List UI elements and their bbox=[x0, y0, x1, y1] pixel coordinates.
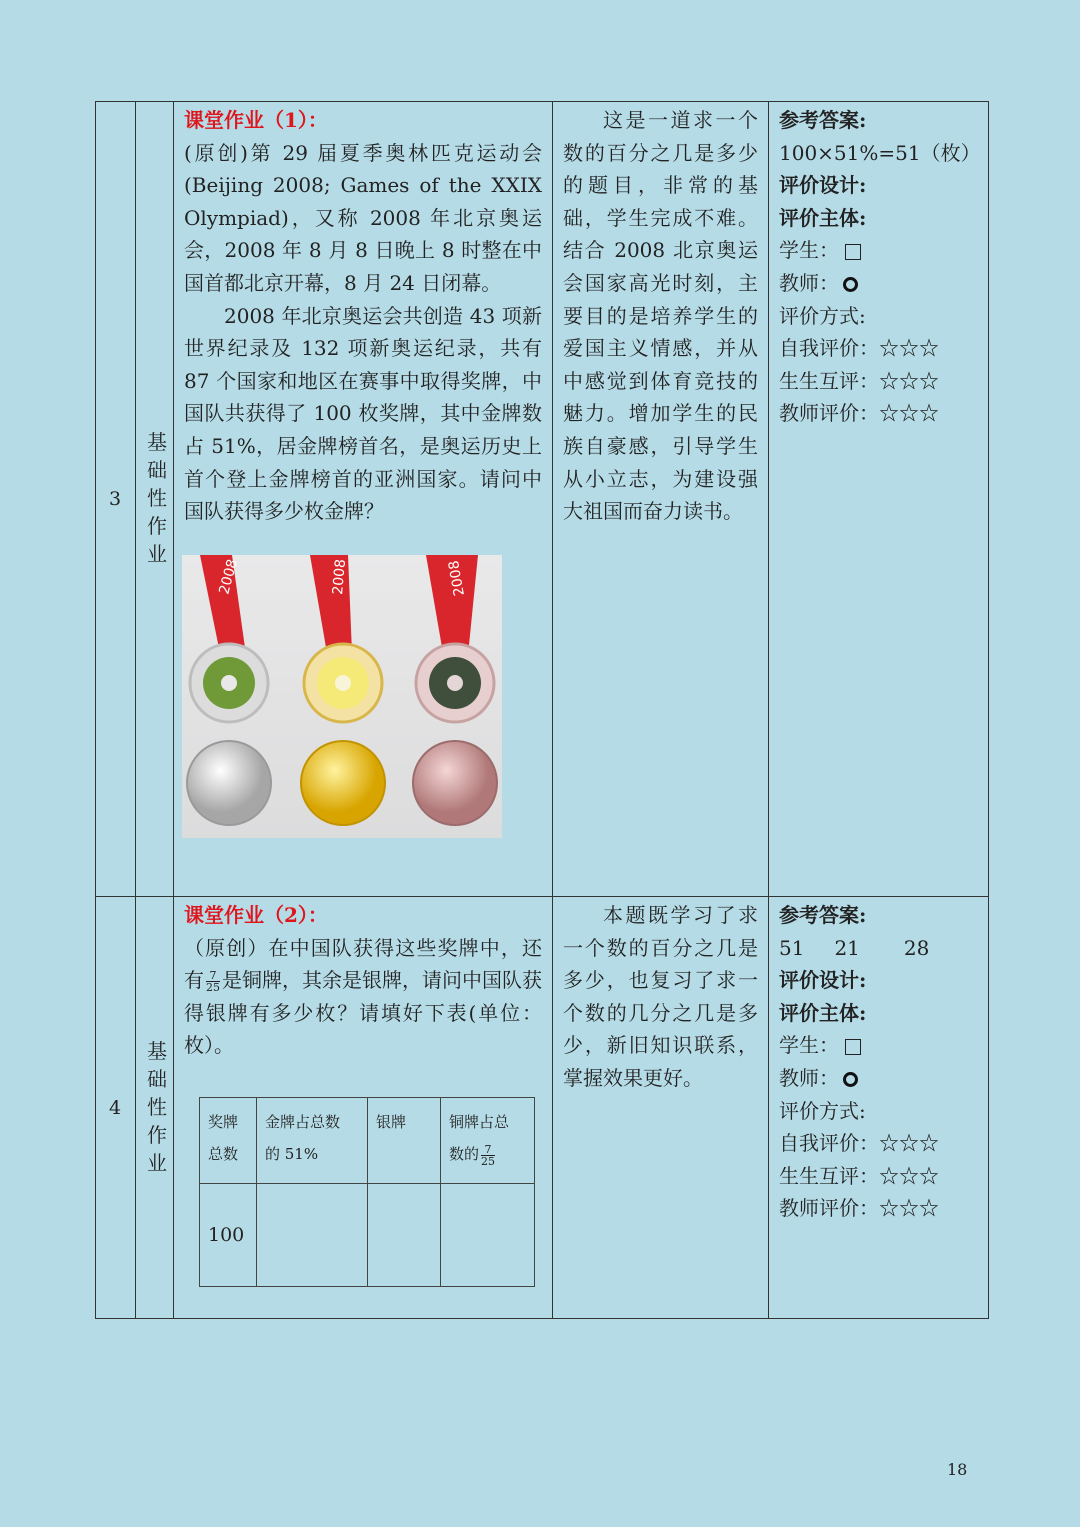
eval-design: 评价设计: bbox=[779, 173, 867, 198]
olympic-medals-image bbox=[182, 555, 502, 838]
problem-paragraph: 2008 年北京奥运会共创造 43 项新世界纪录及 132 项新奥运纪录，共有 87 个国家和地区在赛事中取得奖牌，中国队共获得了 100 枚奖牌，其中金牌数占 51%，居金牌榜首名，是奥运历史上首个登上金牌榜首的亚洲国家。请问中国队获得多少枚金牌？ bbox=[184, 303, 542, 524]
eval-student: 学生： bbox=[779, 238, 839, 263]
ribbon-text: 2008 bbox=[445, 559, 468, 598]
col-divider bbox=[173, 101, 174, 1319]
table-cell[interactable] bbox=[441, 1184, 535, 1287]
eval-teacher-rating: 教师评价：☆☆☆ bbox=[779, 1196, 939, 1221]
eval-subject: 评价主体: bbox=[779, 205, 867, 230]
eval-method: 评价方式: bbox=[779, 303, 866, 328]
eval-teacher: 教师： bbox=[779, 270, 839, 295]
eval-teacher-rating: 教师评价：☆☆☆ bbox=[779, 401, 939, 426]
ribbon-text: 2008 bbox=[216, 557, 242, 597]
answer-cell bbox=[779, 104, 979, 430]
page-number: 18 bbox=[947, 1460, 968, 1479]
ribbon-text: 2008 bbox=[330, 558, 350, 596]
bronze-medal-back bbox=[413, 741, 497, 825]
eval-student: 学生： bbox=[779, 1033, 839, 1058]
homework-title: 课堂作业（2）： bbox=[184, 903, 328, 927]
problem-paragraph: （原创）在中国队获得这些奖牌中，还有 $\frac{7}{25}$ 是铜牌，其余是银牌，请问中国队获得银牌有多少枚？请填好下表(单位：枚）。 bbox=[184, 935, 542, 1058]
eval-peer: 生生互评：☆☆☆ bbox=[779, 368, 939, 393]
row-number: 3 bbox=[109, 488, 122, 510]
col-divider bbox=[552, 101, 553, 1319]
analysis-cell: 本题既学习了求一个数的百分之几是多少，也复习了求一个数的几分之几是多少，新旧知识联系，掌握效果更好。 bbox=[563, 903, 758, 1090]
selected-circle-icon bbox=[843, 277, 858, 292]
medal-table bbox=[199, 1097, 535, 1287]
answer-label: 参考答案: bbox=[779, 108, 867, 132]
fraction: $\frac{7}{25}$ bbox=[481, 1142, 496, 1168]
category-label: 基 础 性 作 业 bbox=[147, 430, 167, 566]
eval-teacher: 教师： bbox=[779, 1065, 839, 1090]
col-divider bbox=[768, 101, 769, 1319]
gold-medal-back bbox=[301, 741, 385, 825]
table-cell[interactable] bbox=[257, 1184, 368, 1287]
answer-values: 51 21 28 bbox=[779, 935, 930, 960]
eval-method: 评价方式: bbox=[779, 1098, 866, 1123]
checkbox-icon bbox=[845, 244, 861, 260]
problem-paragraph: (原创)第 29 届夏季奥林匹克运动会(Beijing 2008; Games of the XXIX Olympiad)，又称 2008 年北京奥运会，2008 年 8 月 8 日晚上 8 时整在中国首都北京开幕，8 月 24 日闭幕。 bbox=[184, 140, 542, 295]
homework-title: 课堂作业（1）： bbox=[184, 108, 328, 132]
eval-design: 评价设计: bbox=[779, 968, 867, 993]
eval-peer: 生生互评：☆☆☆ bbox=[779, 1163, 939, 1188]
table-header: 金牌占总数 的 51% bbox=[257, 1098, 368, 1184]
table-header: 铜牌占总 数的 $\frac{7}{25}$ bbox=[441, 1098, 535, 1184]
eval-subject: 评价主体: bbox=[779, 1000, 867, 1025]
analysis-cell: 这是一道求一个数的百分之几是多少的题目，非常的基础，学生完成不难。结合 2008 北京奥运会国家高光时刻，主要目的是培养学生的爱国主义情感，并从中感觉到体育竞技的魅力。增加学生的民族自豪感，引导学生从小立志，为建设强大祖国而奋力读书。 bbox=[563, 108, 758, 524]
problem-cell bbox=[184, 899, 542, 1062]
category-label: 基 础 性 作 业 bbox=[147, 1039, 167, 1175]
eval-self: 自我评价：☆☆☆ bbox=[779, 336, 939, 361]
row-number: 4 bbox=[109, 1097, 122, 1119]
answer-cell bbox=[779, 899, 979, 1225]
table-header: 奖牌 总数 bbox=[200, 1098, 257, 1184]
answer-text: 100×51%=51（枚） bbox=[779, 140, 981, 165]
eval-self: 自我评价：☆☆☆ bbox=[779, 1131, 939, 1156]
checkbox-icon bbox=[845, 1039, 861, 1055]
table-cell: 100 bbox=[200, 1184, 257, 1287]
answer-label: 参考答案: bbox=[779, 903, 867, 927]
silver-medal-back bbox=[187, 741, 271, 825]
selected-circle-icon bbox=[843, 1072, 858, 1087]
col-divider bbox=[135, 101, 136, 1319]
problem-cell bbox=[184, 104, 542, 528]
fraction: $\frac{7}{25}$ bbox=[206, 969, 220, 995]
table-cell[interactable] bbox=[368, 1184, 441, 1287]
table-header: 银牌 bbox=[368, 1098, 441, 1184]
row-divider bbox=[95, 896, 989, 897]
